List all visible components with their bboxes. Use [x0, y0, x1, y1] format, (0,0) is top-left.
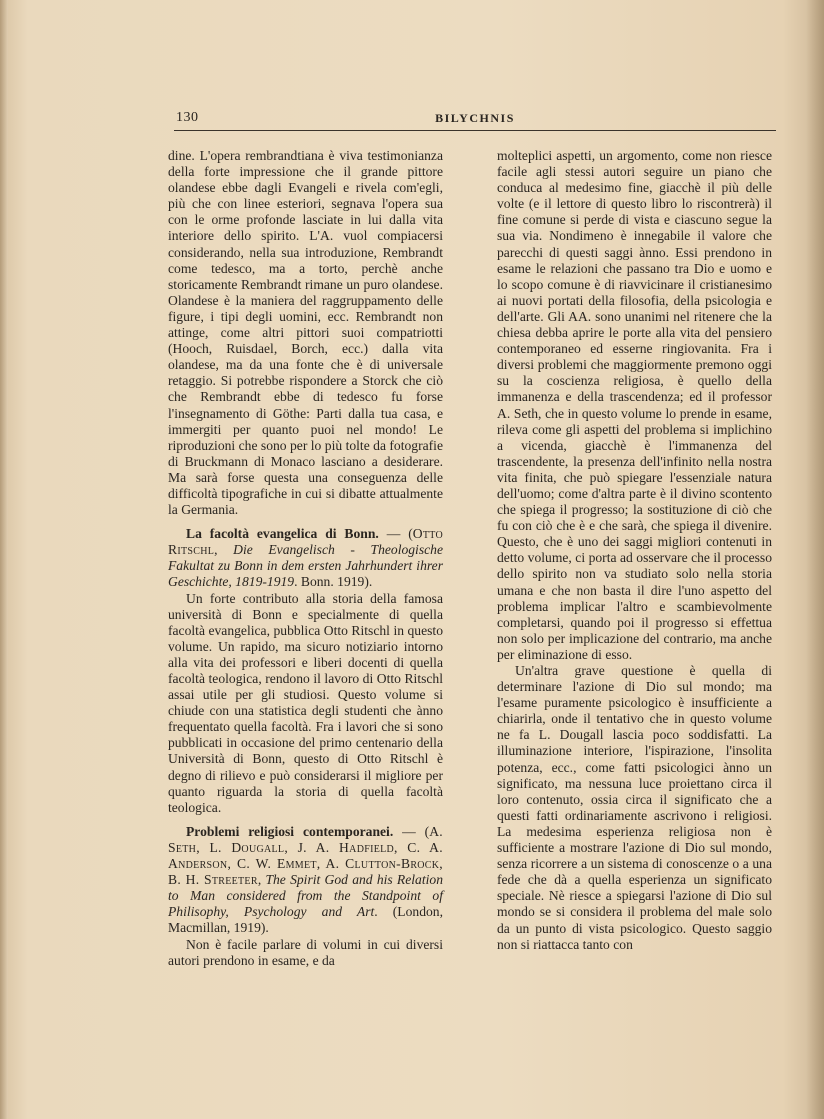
entry-separator: , — [257, 872, 266, 888]
entry-dash: — ( — [393, 823, 430, 839]
entry-authors: A. Seth, L. Dougall, J. A. Hadfield, C. A. Anderson, C. W. Emmet, A. Clutton-Brock, B. H. Streeter — [168, 823, 444, 888]
entry-bonn-faculty — [168, 526, 443, 590]
paragraph-god-action: Un'altra grave questione è quella di determinare l'azione di Dio sul mondo; ma l'esame puramente psicologico è insufficiente a chiarirla, onde il tentativo che in questo volume ne fa L. Dougall lascia poco soddisfatti. La illuminazione interiore, l'ispirazione, l'insolita potenza, ecc., come fatti psicologici ànno un significato, ma nessuna luce proiettano circa il loro contenuto, ossia circa il significato che a questi fatti ordinariamente ascrivono i religiosi. La medesima esperienza religiosa non è sufficiente a mostrare l'azione di Dio sul mondo, senza ricorrere a un sistema di conoscenze o a una fede che dà a quella esperienza un significato speciale. Nè riesce a spiegarsi l'azione di Dio sul mondo se si considera il problema del male solo da un punto di vista psicologico. Questo saggio non si riattacca tanto con — [497, 663, 772, 952]
entry-separator: , — [214, 542, 234, 558]
paragraph-rembrandt-review: dine. L'opera rembrandtiana è viva testimonianza della forte impressione che il grande pittore olandese ebbe dagli Evangeli e rivela com'egli, più che con linee esteriori, segnava l'opera sua con le orme profonde lasciate in lui dalla vita interiore dello spirito. L'A. vuol compiacersi considerando, nella sua introduzione, Rembrandt come tedesco, ma a torto, perchè anche storicamente Rembrandt rimane un puro olandese. Olandese è la maniera del raggruppamento delle figure, i tipi degli uomini, ecc. Rembrandt non attinge, come altri pittori suoi compatriotti (Hooch, Ruisdael, Borch, ecc.) dalla vita olandese, ma da una fonte che è di universale retaggio. Si potrebbe rispondere a Storck che ciò che Rembrandt ebbe di tedesco fu forse l'insegnamento di Göthe: Parti dalla tua casa, e immergiti per quanto puoi nel mondo! Le riproduzioni che sono per lo più tolte da fotografie di Bruckmann di Monaco lasciano a desiderare. Ma sarà forse questa una conseguenza delle difficoltà tipografiche in cui si dibatte attualmente la Germania. — [168, 148, 443, 518]
page-edge-shadow — [806, 0, 824, 1119]
entry-publication: . (London, Macmillan, 1919). — [168, 904, 443, 936]
entry-religious-problems — [168, 824, 443, 937]
paragraph-bonn-review: Un forte contributo alla storia della famosa università di Bonn e specialmente di quella facoltà evangelica, pubblica Otto Ritschl in questo volume. Un rapido, ma sicuro notiziario intorno alla vita dei professori e liberi docenti di quella facoltà teologica, rendono il lavoro di Otto Ritschl assai utile per gli studiosi. Questo volume si chiude con una statistica degli studenti che ànno frequentato quella facoltà. Fra i lavori che si sono pubblicati in occasione del primo centenario della Università di Bonn, questo di Otto Ritschl è degno di rilievo e può considerarsi il migliore per quanto riguarda la storia di quella facoltà teologica. — [168, 590, 443, 815]
paragraph-religious-problems-continued: molteplici aspetti, un argomento, come non riesce facile agli stessi autori seguire un piano che conduca al medesimo fine, giacchè il più delle volte (e il lettore di questo libro lo riscontrerà) il fine comune si perde di vista e ciascuno segue la sua via. Nondimeno è innegabile il valore che parecchi di questi saggi ànno. Essi prendono in esame le relazioni che passano tra Dio e uomo e lo scopo comune è di riavvicinare il cristianesimo ai nuovi portati della filosofia, della psicologia e dell'arte. Gli AA. sono unanimi nel ritenere che la chiesa debba aprire le porte alla vita del pensiero contemporaneo ed esserne ringiovanita. Fra i diversi problemi che maggiormente premono oggi su la coscienza religiosa, è quello della immanenza e della trascendenza; ed il professor A. Seth, che in questo volume lo prende in esame, rileva come gli aspetti del problema si implichino a vicenda, giacchè è l'immanenza del trascendente, la presenza dell'infinito nella nostra vita finita, che può spiegare l'essenziale natura dell'uomo; come d'altra parte è il divino scontento che spiega il progresso; la sostituzione di ciò che fu con ciò che è e che sarà, che spiega il divenire. Questo, che è uno dei saggi migliori contenuti in detto volume, ci porta ad osservare che il processo dello spirito non va studiato solo nella storia umana e che non basta il dire l'uno aspetto del problema implicar l'altro e scambievolmente completarsi, quando poi il progresso si effettua non solo per implicazione del contrario, ma anche per eliminazione di esso. — [497, 148, 772, 662]
page-number: 130 — [176, 110, 199, 125]
page-header — [174, 108, 776, 131]
entry-dash: — ( — [378, 526, 413, 542]
entry-book-title: Die Evangelisch - Theologische Fakultat zu Bonn in dem ersten Jahrhundert ihrer Geschichte, 1819-1919 — [168, 542, 443, 590]
left-column — [168, 148, 443, 969]
entry-publication: . Bonn. 1919). — [294, 574, 373, 590]
running-title: BILYCHNIS — [435, 111, 515, 125]
entry-title: Problemi religiosi contemporanei. — [186, 823, 394, 839]
entry-book-title: The Spirit God and his Relation to Man considered from the Standpoint of Philisophy, Psychology and Art — [168, 872, 443, 920]
paragraph-religious-problems-intro: Non è facile parlare di volumi in cui diversi autori prendono in esame, e da — [168, 936, 443, 968]
entry-author: Otto Ritschl — [168, 526, 443, 558]
right-column — [497, 148, 772, 953]
entry-title: La facoltà evangelica di Bonn. — [186, 526, 379, 542]
book-spine-shadow — [0, 0, 8, 1119]
